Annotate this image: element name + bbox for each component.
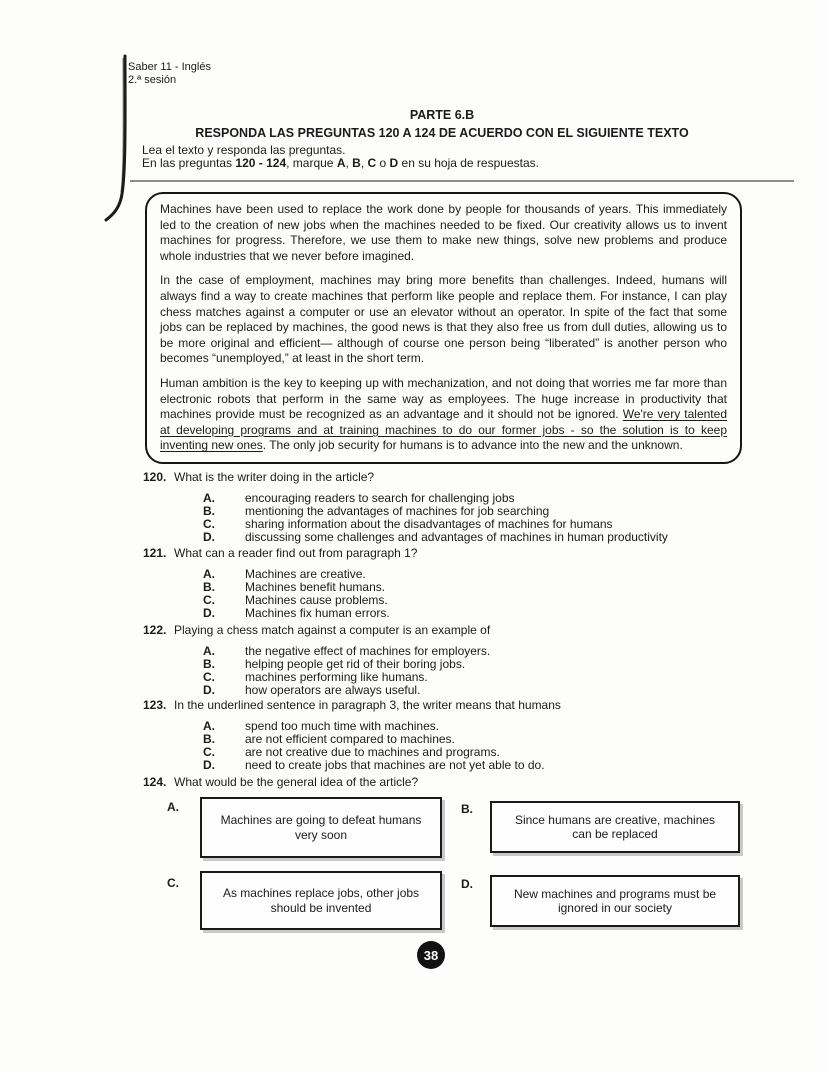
option-row	[203, 658, 801, 671]
option-letter: A.	[203, 719, 215, 733]
option-text: helping people get rid of their boring jobs.	[245, 656, 466, 671]
choice-label-b: B.	[461, 802, 473, 816]
instruction-text: En las preguntas	[142, 156, 236, 170]
option-text: are not efficient compared to machines.	[245, 731, 455, 746]
question-120	[143, 470, 801, 544]
question-122	[143, 623, 801, 697]
choice-box-c	[200, 871, 442, 930]
question-text: What would be the general idea of the article?	[174, 775, 419, 789]
exam-title: Saber 11 - Inglés	[128, 61, 211, 73]
choice-box-b	[490, 801, 740, 853]
question-number: 123.	[143, 698, 167, 712]
option-letter: C.	[203, 744, 215, 759]
choice-label-a: A.	[167, 800, 179, 814]
underlined-sentence: We're very talented at developing programs and at training machines to do our former jobs - so the solution is to keep inventing new ones	[160, 407, 727, 453]
instruction-text: o	[376, 156, 390, 170]
passage-paragraph-1: Machines have been used to replace the work done by people for thousands of years. This immediately led to the creation of new jobs when the machines needed to be fixed. Our creativity allows us to invent machines for progress. Therefore, we use them to make new things, solve new problems and produce whole industries that we never before imagined.	[160, 202, 727, 263]
option-row	[203, 733, 801, 746]
option-text: spend too much time with machines.	[245, 719, 440, 733]
option-text: mentioning the advantages of machines for job searching	[245, 503, 550, 518]
page-number-badge: 38	[417, 941, 445, 969]
instruction-letter-b: B	[352, 156, 361, 170]
instruction-letter-a: A	[336, 156, 346, 170]
question-text: What can a reader find out from paragraph 1?	[174, 546, 418, 560]
exam-header	[128, 61, 211, 87]
instruction-text: ,	[345, 156, 353, 170]
option-row	[203, 645, 801, 658]
option-letter: A.	[203, 491, 215, 505]
option-text: need to create jobs that machines are not yet able to do.	[245, 757, 545, 772]
option-text: the negative effect of machines for employers.	[245, 644, 491, 658]
option-row	[203, 759, 801, 772]
instruction-letter-c: C	[367, 156, 377, 170]
instruction-text: ,	[360, 156, 368, 170]
choice-box-d-text: New machines and programs must be ignored in our society	[513, 886, 717, 915]
option-letter: D.	[203, 605, 215, 620]
option-text: Machines benefit humans.	[245, 579, 386, 594]
option-letter: B.	[203, 579, 215, 594]
option-row	[203, 531, 801, 544]
choice-label-c: C.	[167, 876, 179, 890]
option-row	[203, 568, 801, 581]
option-letter: C.	[203, 592, 215, 607]
question-123	[143, 698, 801, 772]
option-letter: A.	[203, 567, 215, 581]
passage-paragraph-3-start: Human ambition is the key to keeping up with mechanization, and not doing that worries me far more than electronic robots that perform in the same way as employees. The huge increase in productivity that machines provide must be recognized as an advantage and it should not be ignored.	[160, 375, 727, 422]
question-124	[143, 775, 801, 789]
option-row	[203, 581, 801, 594]
option-row	[203, 720, 801, 733]
option-row	[203, 607, 801, 620]
instruction-text: en su hoja de respuestas.	[398, 156, 539, 170]
option-row	[203, 492, 801, 505]
option-text: encouraging readers to search for challenging jobs	[245, 491, 515, 505]
option-row	[203, 746, 801, 759]
instruction-line-2	[142, 157, 539, 170]
reading-passage-box	[145, 192, 742, 464]
option-text: how operators are always useful.	[245, 682, 421, 697]
option-row	[203, 594, 801, 607]
section-title: RESPONDA LAS PREGUNTAS 120 A 124 DE ACUERDO CON EL SIGUIENTE TEXTO	[195, 126, 689, 140]
option-text: Machines cause problems.	[245, 592, 388, 607]
passage-paragraph-2: In the case of employment, machines may bring more benefits than challenges. Indeed, humans will always find a way to create machines that perform like people and replace them. For instance, I can play chess matches against a computer or use an elevator without an operator. In spite of the fact that some jobs can be replaced by machines, the good news is that they also free us from dull duties, allowing us to be more original and efficient— although of course one person being “liberated” is another person who becomes “unemployed,” at least in the short term.	[160, 273, 727, 366]
option-text: Machines are creative.	[245, 567, 366, 581]
instruction-line-1: Lea el texto y responda las preguntas.	[142, 143, 346, 157]
instruction-letter-d: D	[389, 156, 399, 170]
passage-paragraph-3	[160, 376, 727, 454]
option-row	[203, 684, 801, 697]
question-text: Playing a chess match against a computer is an example of	[174, 623, 491, 637]
passage-paragraph-3-end: . The only job security for humans is to advance into the new and the unknown.	[262, 438, 683, 453]
option-row	[203, 518, 801, 531]
question-number: 121.	[143, 546, 167, 560]
option-letter: D.	[203, 529, 215, 544]
option-letter: C.	[203, 669, 215, 684]
option-letter: B.	[203, 503, 215, 518]
option-text: sharing information about the disadvantages of machines for humans	[245, 516, 613, 531]
choice-box-c-text: As machines replace jobs, other jobs should be invented	[222, 886, 420, 915]
question-number: 122.	[143, 623, 167, 637]
question-text: What is the writer doing in the article?	[174, 470, 375, 484]
part-label: PARTE 6.B	[409, 108, 475, 122]
option-letter: D.	[203, 757, 215, 772]
instruction-text: , marque	[286, 156, 337, 170]
option-text: machines performing like humans.	[245, 669, 428, 684]
option-letter: A.	[203, 644, 215, 658]
choice-box-a-text: Machines are going to defeat humans very soon	[220, 813, 422, 842]
session-label: 2.ª sesión	[128, 74, 177, 86]
option-text: Machines fix human errors.	[245, 605, 390, 620]
choice-label-d: D.	[461, 877, 473, 891]
instruction-range: 120 - 124	[235, 156, 287, 170]
option-row	[203, 505, 801, 518]
option-row	[203, 671, 801, 684]
option-letter: D.	[203, 682, 215, 697]
choice-box-d	[490, 875, 740, 927]
option-letter: C.	[203, 516, 215, 531]
question-number: 120.	[143, 470, 167, 484]
choice-box-b-text: Since humans are creative, machines can be replaced	[514, 812, 716, 841]
choice-box-a	[200, 797, 442, 858]
divider-rule	[130, 180, 794, 182]
option-text: discussing some challenges and advantages of machines in human productivity	[245, 529, 668, 544]
option-letter: B.	[203, 731, 215, 746]
question-121	[143, 546, 801, 620]
option-text: are not creative due to machines and programs.	[245, 744, 500, 759]
option-letter: B.	[203, 656, 215, 671]
question-number: 124.	[143, 775, 167, 789]
question-text: In the underlined sentence in paragraph 3, the writer means that humans	[174, 698, 561, 712]
